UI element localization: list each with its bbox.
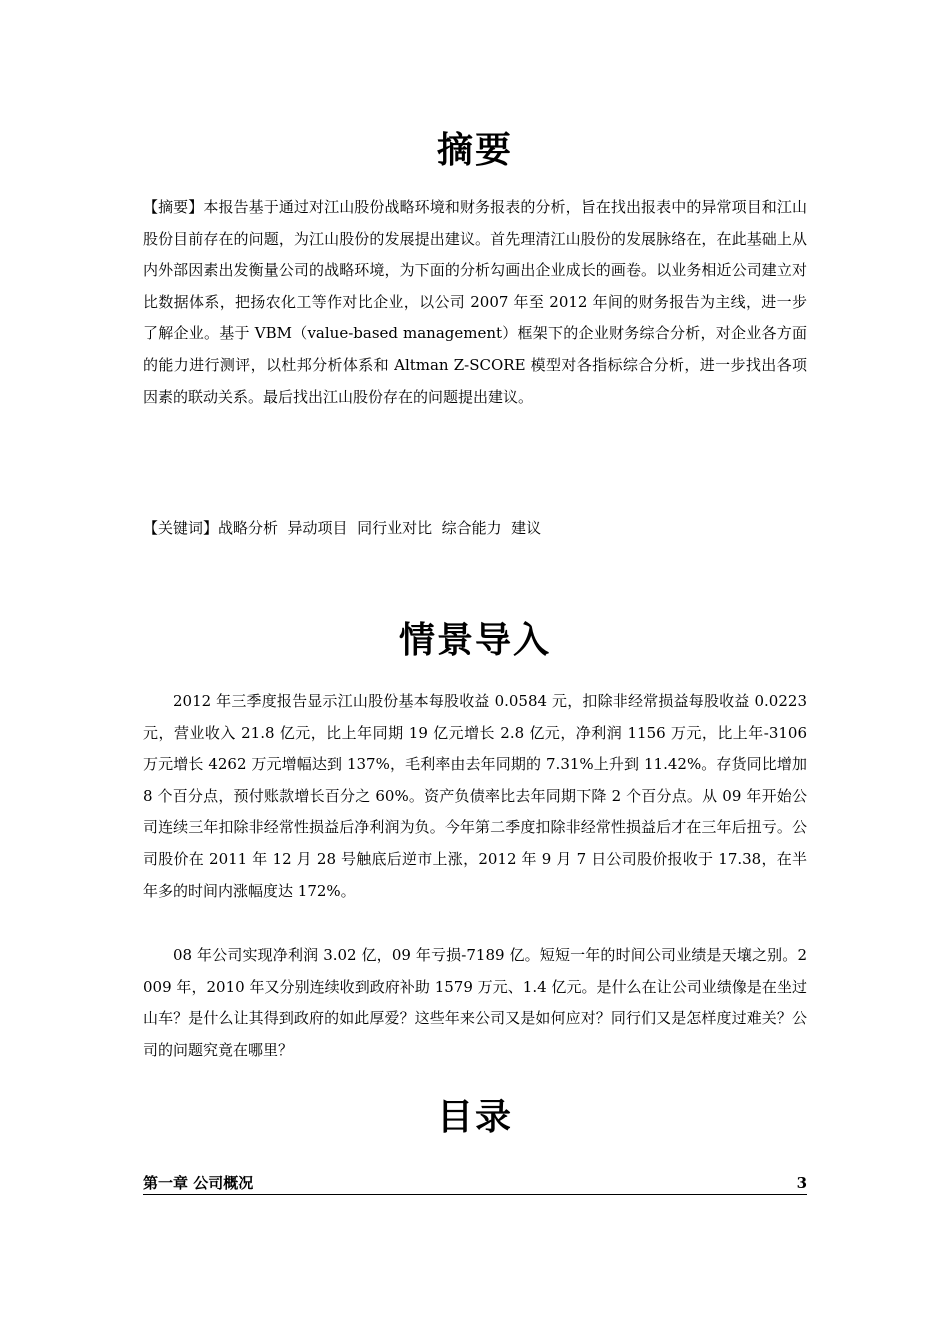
toc-heading: 目录 (436, 1097, 513, 1138)
intro-heading: 情景导入 (398, 620, 551, 661)
abstract-heading: 摘要 (436, 130, 513, 171)
keywords-line: 【关键词】战略分析 异动项目 同行业对比 综合能力 建议 (143, 519, 542, 537)
intro-paragraph-2: 08 年公司实现净利润 3.02 亿，09 年亏损-7189 亿。短短一年的时间公司业绩是天壤之别。2009 年，2010 年又分别连续收到政府补助 1579 万元、1.4 亿元。是什么在让公司业绩像是在坐过山车？是什么让其得到政府的如此厚爱？这些年来公司又是如何应对？同行们又是怎样度过难关？公司的问题究竟在哪里？ (143, 946, 807, 1059)
toc-entry[interactable] (143, 1172, 807, 1195)
intro-paragraph-1: 2012 年三季度报告显示江山股份基本每股收益 0.0584 元，扣除非经常损益每股收益 0.0223 元，营业收入 21.8 亿元，比上年同期 19 亿元增长 2.8 亿元，净利润 1156 万元，比上年-3106 万元增长 4262 万元增幅达到 137%，毛利率由去年同期的 7.31%上升到 11.42%。存货同比增加 8 个百分点，预付账款增长百分之 60%。资产负债率比去年同期下降 2 个百分点。从 09 年开始公司连续三年扣除非经常性损益后净利润为负。今年第二季度扣除非经常性损益后才在三年后扭亏。公司股价在 2011 年 12 月 28 号触底后逆市上涨，2012 年 9 月 7 日公司股价报收于 17.38，在半年多的时间内涨幅度达 172%。 (143, 692, 807, 900)
toc-entry-page-number: 3 (796, 1174, 807, 1192)
abstract-body: 【摘要】本报告基于通过对江山股份战略环境和财务报表的分析，旨在找出报表中的异常项目和江山股份目前存在的问题，为江山股份的发展提出建议。首先理清江山股份的发展脉络在，在此基础上从内外部因素出发衡量公司的战略环境，为下面的分析勾画出企业成长的画卷。以业务相近公司建立对比数据体系，把扬农化工等作对比企业，以公司 2007 年至 2012 年间的财务报告为主线，进一步了解企业。基于 VBM（value-based management）框架下的企业财务综合分析，对企业各方面的能力进行测评，以杜邦分析体系和 Altman Z-SCORE 模型对各指标综合分析，进一步找出各项因素的联动关系。最后找出江山股份存在的问题提出建议。 (143, 198, 807, 406)
toc-entry-title: 第一章 公司概况 (143, 1174, 254, 1192)
